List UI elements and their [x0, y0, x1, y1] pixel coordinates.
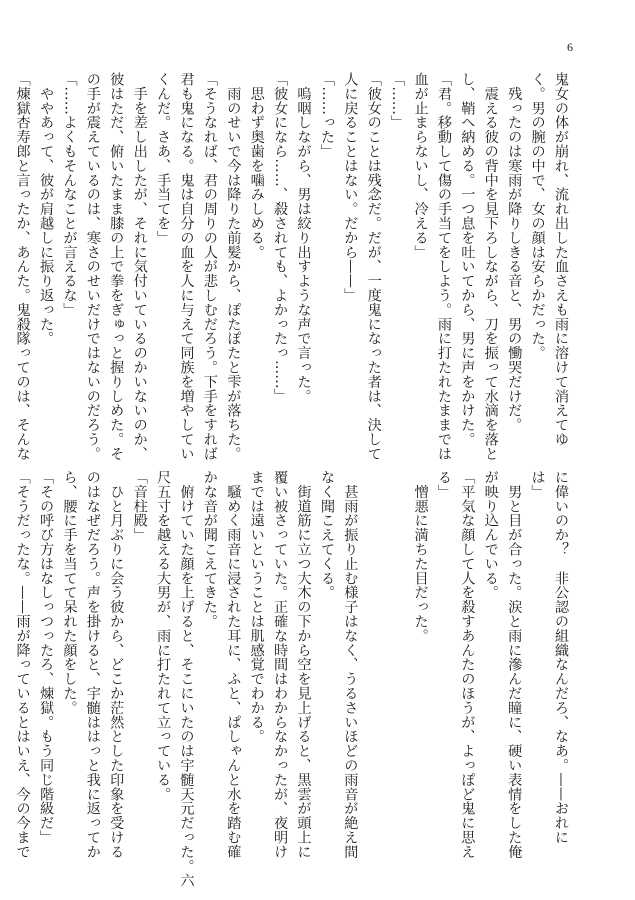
- text-line: のはなぜだろう。声を掛けると、宇髄ははっと我に返ってか: [84, 470, 101, 859]
- text-line: 俯けていた顔を上げると、そこにいたのは宇髄天元だった。六: [178, 470, 195, 888]
- text-line: は」: [529, 470, 546, 499]
- text-line: 震える彼の背中を見下ろしながら、刀を振って水滴を落と: [482, 72, 499, 461]
- text-line: ひと月ぶりに会う彼から、どこか茫然とした印象を受ける: [108, 470, 125, 859]
- text-line: に偉いのか？ 非公認の組織なんだろ、なあ。——おれに: [553, 470, 569, 845]
- text-line: 嗚咽しながら、男は絞り出すような声で言った。: [295, 72, 312, 404]
- text-line: [385, 470, 408, 832]
- text-line: く。男の腕の中で、女の顔は安らかだった。: [529, 72, 546, 360]
- text-line: 街道筋に立つ大木の下から空を見上げると、黒雲が頭上に: [295, 470, 312, 859]
- text-line: 残ったのは寒雨が降りしきる音と、男の慟哭だけだ。: [506, 72, 523, 432]
- text-line: 男と目が合った。涙と雨に滲んだ瞳に、硬い表情をした俺: [506, 470, 523, 859]
- text-line: 「……」: [389, 72, 406, 130]
- text-line: 鬼女の体が崩れ、流れ出した血さえも雨に溶けて消えてゆ: [553, 72, 569, 447]
- text-line: ややあって、彼が肩越しに振り返った。: [38, 72, 55, 346]
- text-line: 「……よくもそんなことが言えるな」: [61, 72, 78, 317]
- text-line: 尺五寸を越える大男が、雨に打たれて立っている。: [155, 470, 172, 802]
- text-line: [361, 470, 384, 832]
- text-column-bottom: [14, 470, 572, 888]
- text-line: 「そうなれば、君の周りの人が悲しむだろう。下手をすれば: [201, 72, 218, 461]
- text-line: 「音柱殿」: [131, 470, 148, 542]
- text-line: が映り込んでいる。: [482, 470, 499, 600]
- text-line: くんだ。さあ、手当てを」: [155, 72, 172, 245]
- text-line: る」: [435, 470, 452, 499]
- text-line: 手を差し出したが、それに気付いているのかいないのか、: [131, 72, 148, 461]
- text-line: 覆い被さっていた。正確な時間はわからなかったが、夜明け: [272, 470, 289, 859]
- text-column-top: [14, 72, 572, 461]
- text-line: 憎悪に満ちた目だった。: [412, 470, 429, 643]
- text-line: なく聞こえてくる。: [318, 470, 335, 600]
- text-line: 雨のせいで今は降りた前髪から、ぽたぽたと雫が落ちた。: [225, 72, 242, 461]
- text-line: 血が止まらないし、冷える」: [412, 72, 429, 260]
- text-line: ら、腰に手を当てて呆れた顔をした。: [61, 470, 78, 715]
- text-line: 君も鬼になる。鬼は自分の血を人に与えて同族を増やしてい: [178, 72, 195, 461]
- text-line: 「その呼び方はなしっつったろ、煉獄。もう同じ階級だ」: [38, 470, 55, 845]
- text-line: 「煉獄杏寿郎と言ったか、あんた。鬼殺隊ってのは、そんな: [14, 72, 31, 461]
- text-line: 思わず奥歯を噛みしめる。: [248, 72, 265, 260]
- text-line: 「彼女のことは残念だ。だが、一度鬼になった者は、決して: [365, 72, 382, 461]
- text-line: 「そうだったな。——雨が降っているとはいえ、今の今まで: [14, 470, 31, 859]
- text-line: 甚雨が振り止む様子はなく、うるさいほどの雨音が絶え間: [342, 470, 359, 859]
- page-number: 6: [567, 40, 573, 54]
- text-line: かな音が聞こえてきた。: [201, 470, 218, 629]
- text-line: 「……った」: [318, 72, 335, 159]
- text-line: 人に戻ることはない。だから——」: [342, 72, 359, 303]
- text-line: 「彼女になら……、殺されても、よかったっ……」: [272, 72, 289, 404]
- text-line: までは遠いということは肌感覚でわかる。: [248, 470, 265, 744]
- text-line: 「君。移動して傷の手当てをしよう。雨に打たれたままでは: [435, 72, 452, 461]
- text-line: の手が震えているのは、寒さのせいだけではないのだろう。: [84, 72, 101, 461]
- text-line: 彼はただ、俯いたまま膝の上で拳をぎゅっと握りしめた。そ: [108, 72, 125, 461]
- text-line: 「平気な顔して人を殺すあんたのほうが、よっぽど鬼に思え: [459, 470, 476, 859]
- text-line: 騒めく雨音に浸された耳に、ふと、ぱしゃんと水を踏む確: [225, 470, 242, 859]
- text-line: し、鞘へ納める。一つ息を吐いてから、男に声をかけた。: [459, 72, 476, 447]
